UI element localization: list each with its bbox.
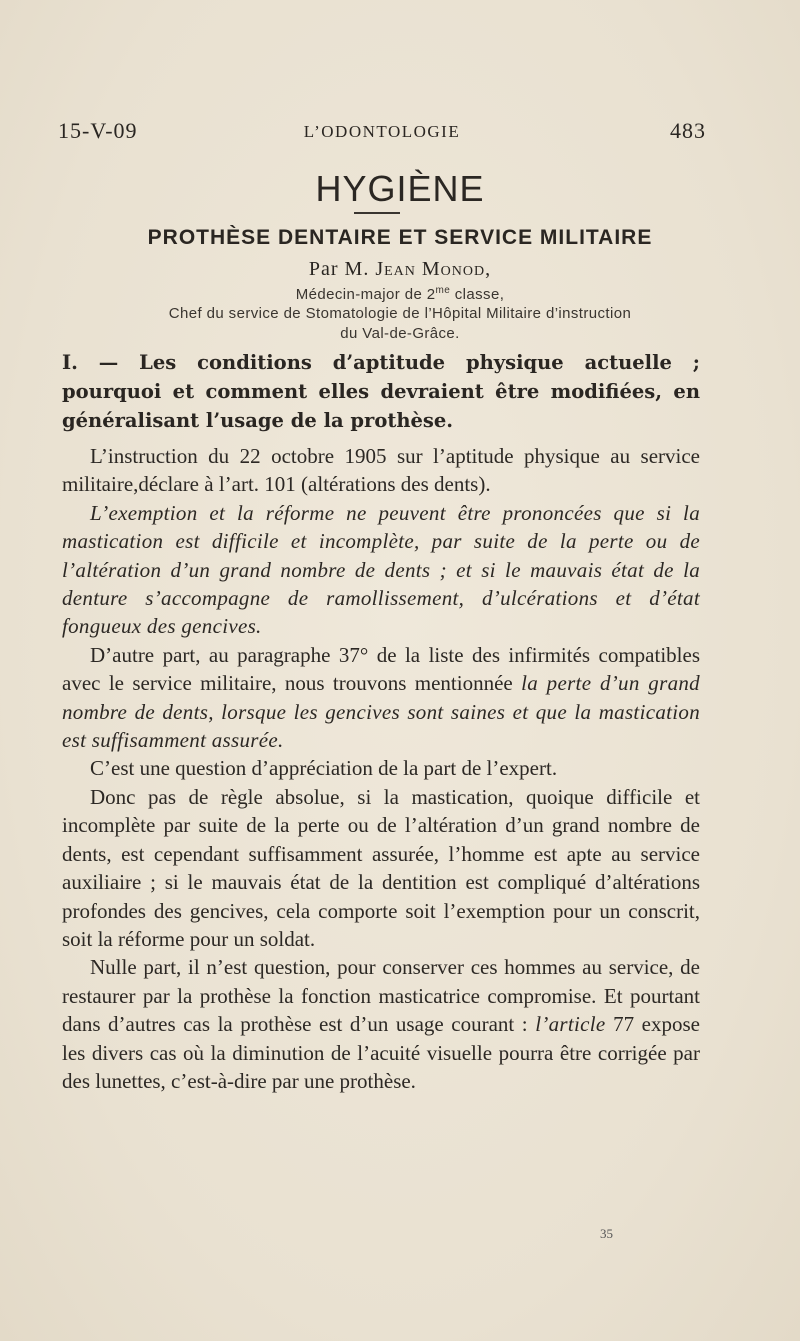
affiliation-service: Chef du service de Stomatologie de l’Hôpital Militaire d’instruction [168, 305, 632, 322]
article-body [62, 442, 700, 1095]
page-number: 483 [670, 118, 706, 143]
paragraph-1: L’instruction du 22 octobre 1905 sur l’aptitude physique au service militaire,déclare à l’art. 101 (altérations des dents). [62, 444, 700, 497]
article-reference: l’article [535, 1012, 606, 1037]
section-title: HYGIÈNE [315, 168, 485, 209]
paragraph-5: Donc pas de règle absolue, si la mastication, quoique difficile et incomplète par suite de la perte ou de l’altération d’un grand nombre de dents, est cependant suffisamment assurée, l’homme est apte au service auxiliaire ; si le mauvais état de la dentition est compliqué d’altérations profondes des gencives, cela comporte soit l’exemption pour un conscrit, soit la réforme pour un soldat. [62, 784, 700, 951]
byline [0, 258, 800, 281]
ordinal-superscript: me [435, 285, 451, 296]
paragraph-4: C’est une question d’appréciation de la part de l’expert. [90, 756, 558, 781]
signature-mark: 35 [600, 1226, 613, 1241]
section-heading: I. — Les conditions d’aptitude physique actuelle ; pourquoi et comment elles devraient être modifiées, en généralisant l’usage de la prothèse. [62, 351, 700, 432]
paragraph-2 [62, 499, 700, 641]
issue-date: 15-V-09 [58, 118, 138, 143]
article-title: PROTHÈSE DENTAIRE ET SERVICE MILITAIRE [147, 226, 653, 249]
paragraph-3: D’autre part, au paragraphe 37° de la liste des infirmités compatibles avec le service militaire, nous trouvons mentionnée la perte d’un grand nombre de dents, lorsque les gencives sont saines et que la mastication est suffisamment assurée. [62, 642, 700, 753]
byline-prefix: Par M. [308, 258, 376, 280]
author-name: Jean Monod [375, 258, 486, 280]
title-divider [354, 212, 400, 214]
journal-title: L’ODONTOLOGIE [303, 122, 461, 141]
running-head [58, 118, 706, 148]
quoted-regulation: L’exemption et la réforme ne peuvent être prononcées que si la mastication est difficile et incomplète, par suite de la perte ou de l’altération d’un grand nombre de dents ; et si le mauvais état de la denture s’accompagne de ramollissement, d’ulcérations et d’état fongueux des gencives. [62, 500, 700, 639]
paragraph-6: Nulle part, il n’est question, pour conserver ces hommes au service, de restaurer par la prothèse la fonction masticatrice compromise. Et pourtant dans d’autres cas la prothèse est d’un usage courant : l’article 77 expose les divers cas où la diminution de l’acuité visuelle pourra être corrigée par des lunettes, c’est-à-dire par une prothèse. [62, 955, 700, 1093]
affiliation-hospital: du Val-de-Grâce. [340, 325, 460, 342]
quoted-infirmity: la perte d’un grand nombre de dents, lorsque les gencives sont saines et que la mastication est suffisamment assurée. [62, 671, 700, 753]
affiliation-rank: Médecin-major de $2^{me}$ classe, [295, 285, 505, 303]
byline-suffix: , [485, 258, 492, 280]
